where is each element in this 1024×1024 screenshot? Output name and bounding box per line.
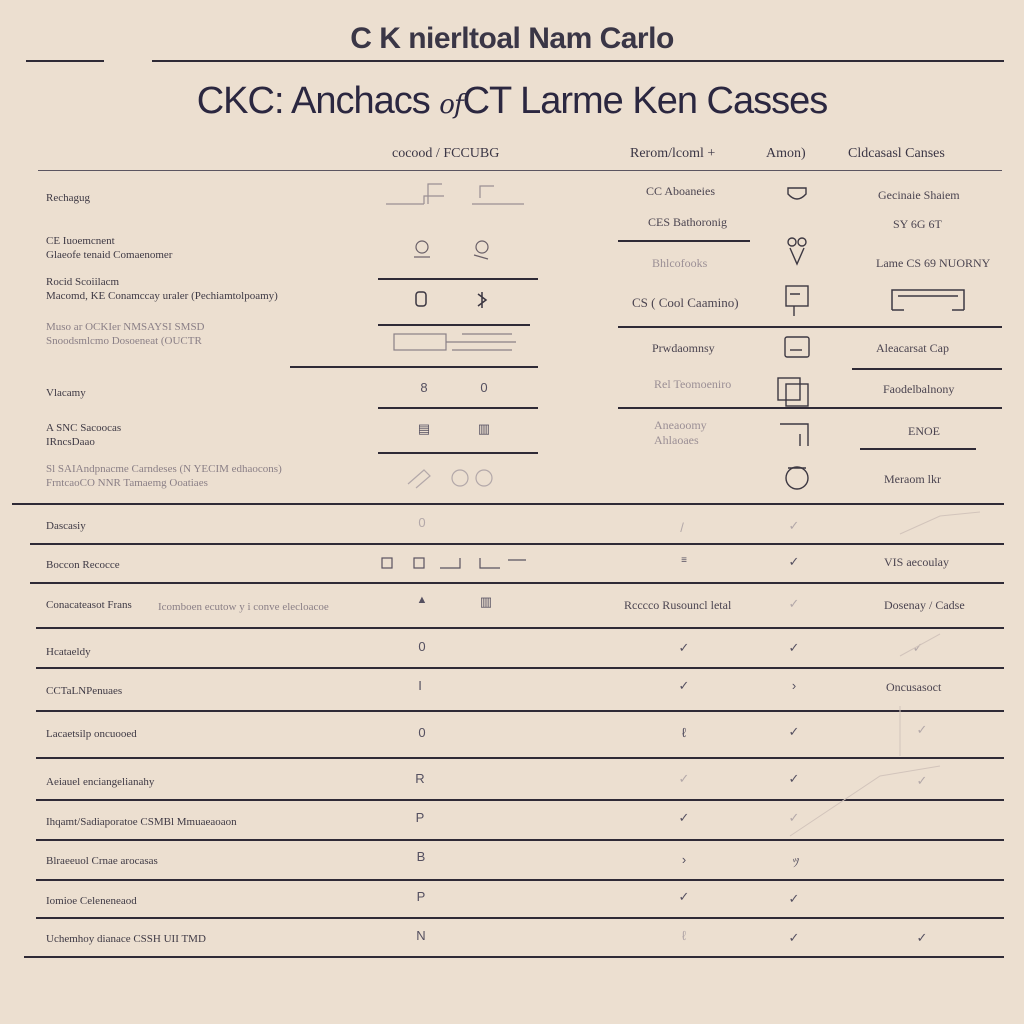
lower-rule-9 (36, 879, 1004, 881)
header-rule-right (152, 60, 1004, 62)
lower-col1-mark-6: 0 (418, 725, 426, 740)
upper-col4-cell-3: Lame CS 69 NUORNY (876, 256, 991, 270)
upper-row-label-3: Rocid Scoiilacm Macomd, KE Conamccay uraler (Pechiamtolpoamy) (46, 276, 278, 302)
document-supertitle: C K nierltoal Nam Carlo (350, 22, 674, 55)
upper-col4-cell-8: Meraom lkr (884, 472, 941, 486)
lower-col2-check-10: ✓ (678, 889, 690, 904)
upper-col3-icon-3 (782, 284, 812, 320)
upper-icon-cluster-5 (404, 462, 500, 490)
upper-col4-cell-2: SY 6G 6T (893, 217, 942, 231)
lower-col2-cell-3: Rcccco Rusouncl letal (624, 598, 732, 612)
lower-col2-check-4: ✓ (678, 640, 690, 655)
upper-col1-rule-4 (378, 407, 538, 409)
lower-col1-icon-row-2 (380, 554, 530, 574)
lower-row-label-7: Aeiauel enciangelianahy (46, 776, 155, 788)
lower-col4-cell-5: Oncusasoct (886, 680, 942, 694)
upper-col1-rule-1 (378, 278, 538, 280)
upper-mark-c1: ▤ (417, 421, 431, 436)
upper-col3-icon-6 (776, 418, 816, 450)
column-header-rule (38, 170, 1002, 171)
lower-col1-mark-1: 0 (418, 515, 426, 530)
lower-col2-check-2: ≡ (681, 555, 687, 566)
upper-row-label-4: Muso ar OCKIer NMSAYSI SMSD Snoodsmlcmo Dosoeneat (OUCTR (46, 321, 205, 347)
column-header-2: Rerom/lcoml + (630, 146, 716, 161)
lower-row-label-8: Ihqamt/Sadiaporatoe CSMBl Mmuaeaoaon (46, 816, 237, 828)
lower-col4-cell-3: Dosenay / Cadse (884, 598, 965, 612)
upper-col2-cell-7: Aneaoomy Ahlaoaes (654, 418, 707, 447)
lower-row-label-3: Conacateasot Frans (46, 599, 132, 611)
lower-col2-check-1: / (680, 520, 684, 535)
upper-col2-rule-1 (618, 240, 750, 242)
lower-col3-check-3: ✓ (788, 596, 800, 611)
lower-col2-check-5: ✓ (678, 678, 690, 693)
upper-col4-rule-1 (852, 368, 1002, 370)
lower-col2-check-8: ✓ (678, 810, 690, 825)
upper-col3-icon-7 (782, 462, 812, 494)
upper-row-label-6: A SNC Sacoocas IRncsDaao (46, 422, 122, 448)
upper-col4-cell-7: ENOE (908, 424, 940, 438)
column-header-1: cocood / FCCUBG (392, 146, 500, 161)
upper-mark-c2: ▥ (477, 421, 491, 436)
upper-col4-icon-tray (888, 282, 968, 316)
lower-rule-0 (12, 503, 1004, 505)
lower-row-label-10: Iomioe Celeneneaod (46, 895, 137, 907)
lower-col1-mark-11: N (416, 928, 426, 943)
lower-col2-check-6: ℓ (681, 725, 687, 740)
lower-col1-mark-8: P (415, 810, 425, 825)
lower-row-label-1: Dascasiy (46, 520, 86, 532)
upper-col3-icon-4 (782, 334, 812, 360)
lower-col4-check-4: ✓ (912, 640, 924, 655)
lower-col2-check-9: › (681, 852, 687, 867)
upper-col2-cell-2: CES Bathoronig (648, 215, 728, 229)
lower-col1-mark-9: B (416, 849, 426, 864)
title-main: CKC: Anchacs (196, 80, 430, 122)
upper-col1-rule-5 (378, 452, 538, 454)
lower-row-label-4: Hcataeldy (46, 646, 91, 658)
lower-col1-mark-5: I (418, 678, 422, 693)
column-header-4: Cldcasasl Canses (848, 146, 945, 161)
lower-row-label-9: Blraeeuol Crnae arocasas (46, 855, 158, 867)
faint-sketch-lines (600, 506, 1000, 866)
lower-row-label-11: Uchemhoy dianace CSSH UII TMD (46, 933, 206, 945)
title-rest: CT Larme Ken Casses (462, 80, 828, 122)
upper-col4-rule-2 (860, 448, 976, 450)
column-header-3: Amon) (766, 146, 806, 161)
lower-col3-check-9: ﾂ (792, 855, 800, 870)
upper-row-label-1: Rechagug (46, 192, 90, 204)
upper-col1-rule-2 (378, 324, 530, 326)
upper-col2-cell-5: Prwdaomnsy (652, 341, 715, 355)
upper-col4-cell-1: Gecinaie Shaiem (878, 188, 960, 202)
upper-icon-cluster-1 (384, 180, 530, 212)
upper-mark-b2: 0 (480, 380, 488, 395)
lower-rule-11 (24, 956, 1004, 958)
upper-icon-cluster-2 (408, 235, 496, 263)
lower-col4-check-7: ✓ (916, 773, 928, 788)
lower-col4-cell-2: VIS aecoulay (884, 555, 949, 569)
upper-col2-cell-4: CS ( Cool Caamino) (632, 295, 739, 310)
lower-col1-mark-3b: ▥ (479, 594, 493, 609)
upper-col2-cell-6: Rel Teomoeniro (654, 377, 732, 391)
lower-col1-mark-3a: ▲ (416, 594, 428, 606)
document-title (0, 80, 1024, 123)
lower-col4-check-11: ✓ (916, 930, 928, 945)
lower-col3-check-10: ✓ (788, 891, 800, 906)
lower-col3-check-6: ✓ (788, 724, 800, 739)
upper-col3-icon-1 (784, 182, 810, 208)
lower-row-label-6: Lacaetsilp oncuooed (46, 728, 137, 740)
upper-mark-b1: 8 (420, 380, 428, 395)
upper-col3-icon-2 (782, 234, 812, 268)
upper-row-label-5: Vlacamy (46, 387, 86, 399)
upper-col3-icon-5 (774, 374, 814, 408)
upper-icon-cluster-3 (412, 290, 492, 310)
lower-col1-mark-7: R (415, 771, 425, 786)
lower-col3-check-5: › (791, 678, 797, 693)
lower-col3-check-4: ✓ (788, 640, 800, 655)
title-of: of (439, 90, 463, 120)
lower-col3-check-2: ✓ (788, 554, 800, 569)
lower-row-label-2: Boccon Recocce (46, 559, 120, 571)
lower-col3-check-8: ✓ (788, 810, 800, 825)
upper-col1-rule-3 (290, 366, 538, 368)
lower-col1-mark-4: 0 (418, 639, 426, 654)
lower-col4-check-6: ✓ (916, 722, 928, 737)
upper-col4-cell-5: Aleacarsat Cap (876, 341, 949, 355)
upper-row-label-7: Sl SAIAndpnacme Carndeses (N YECIM edhaocons) FrntcaoCO NNR Tamaemg Ooatiaes (46, 463, 282, 489)
lower-col1-mark-10: P (416, 889, 426, 904)
lower-col2-check-11: ℓ (681, 928, 687, 943)
upper-col2-cell-1: CC Aboaneies (646, 184, 715, 198)
upper-col2-rule-2 (618, 326, 1002, 328)
lower-rule-10 (36, 917, 1004, 919)
upper-col2-cell-3: Bhlcofooks (652, 256, 708, 270)
lower-col3-check-1: ✓ (788, 518, 800, 533)
lower-col3-check-11: ✓ (788, 930, 800, 945)
header-rule-left (26, 60, 104, 62)
lower-row-faint-text: Icomboen ecutow y i conve elecloacoe (158, 601, 329, 613)
lower-row-label-5: CCTaLNPenuaes (46, 685, 123, 697)
lower-col2-check-7: ✓ (678, 771, 690, 786)
upper-icon-cluster-4 (392, 330, 522, 358)
upper-row-label-2: CE Iuoemcnent Glaeofe tenaid Comaenomer (46, 235, 173, 261)
lower-col3-check-7: ✓ (788, 771, 800, 786)
upper-col4-cell-6: Faodelbalnony (883, 382, 955, 396)
